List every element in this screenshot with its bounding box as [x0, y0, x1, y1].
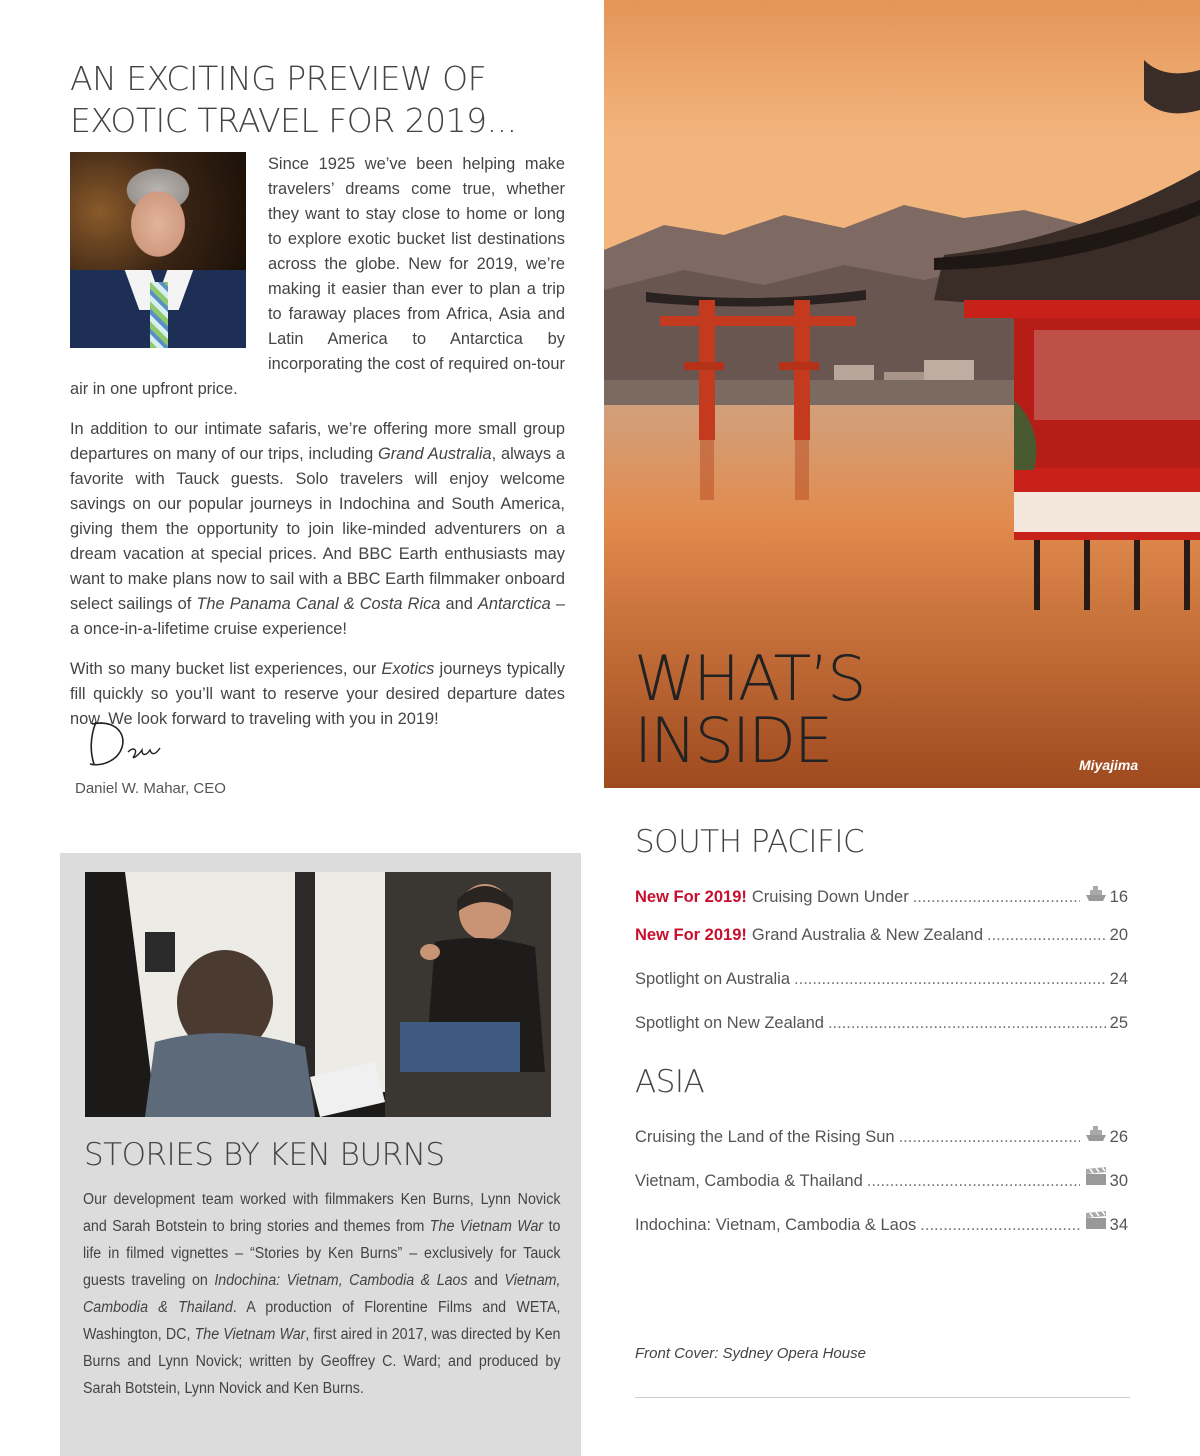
kb-vietnam-war: The Vietnam War — [429, 1218, 544, 1235]
ceo-name: Daniel W. Mahar, CEO — [75, 780, 226, 797]
toc-page: 26 — [1109, 1128, 1128, 1146]
toc-page: 16 — [1109, 888, 1128, 906]
whats-inside-line-2: INSIDE — [634, 704, 832, 777]
toc-label: Indochina: Vietnam, Cambodia & Laos — [635, 1216, 917, 1234]
toc-row[interactable] — [635, 1210, 1128, 1234]
front-cover-credit: Front Cover: Sydney Opera House — [635, 1345, 866, 1362]
kb-text-1: Our development team worked with filmmakers Ken Burns, Lynn Novick and Sarah Botstein to bring stories and themes from — [83, 1191, 561, 1235]
kb-text-5: , first aired in 2017, was directed by Ken Burns and Lynn Novick; written by Geoffrey C. Ward; and produced by Sarah Botstein, Lynn Novick and Ken Burns. — [83, 1326, 561, 1397]
intro-paragraph-1: Since 1925 we’ve been helping make travelers’ dreams come true, whether they want to stay close to home or long to explore exotic bucket list destinations across the globe. New for 2019, we’re making it easier than ever to plan a trip to faraway places from Africa, Asia and Latin America to Antarctica by incorporating the cost of required on-tour air in one upfront price. — [70, 155, 565, 398]
p2-text-b: , always a favorite with Tauck guests. Solo travelers will enjoy welcome savings on our popular journeys in Indochina and South America, giving them the opportunity to join like-minded adventurers on a dream vacation at special prices. And BBC Earth enthusiasts may want to make plans now to sail with a BBC Earth filmmaker onboard select sailings of — [70, 445, 565, 613]
p2-text-a: In addition to our intimate safaris, we’re offering more small group departures on many of our trips, including — [70, 420, 565, 463]
toc-label: Cruising Down Under — [751, 888, 909, 906]
intro-letter — [70, 152, 565, 747]
kb-vietnam-war-2: The Vietnam War — [194, 1326, 306, 1343]
toc-leader-dots — [987, 926, 1106, 945]
p2-text-d: – a once-in-a-lifetime cruise experience! — [70, 595, 565, 638]
kb-text-3: and — [467, 1272, 505, 1289]
p2-grand-australia: Grand Australia — [378, 445, 492, 463]
toc-leader-dots — [794, 970, 1106, 989]
toc-page: 24 — [1109, 970, 1128, 988]
headline-line-2: EXOTIC TRAVEL FOR 2019... — [70, 101, 517, 140]
toc-label: Grand Australia & New Zealand — [751, 926, 983, 944]
toc-row[interactable] — [635, 1122, 1128, 1146]
kb-indochina: Indochina: Vietnam, Cambodia & Laos — [214, 1272, 468, 1289]
kb-vietnam-cambodia-thailand: Vietnam, Cambodia & Thailand — [83, 1272, 561, 1316]
whats-inside-title — [634, 642, 865, 777]
p3-exotics: Exotics — [381, 660, 435, 678]
ceo-signature — [76, 712, 186, 772]
photo-caption: Miyajima — [1079, 757, 1139, 773]
toc-page: 30 — [1109, 1172, 1128, 1190]
film-clapper-icon — [1084, 1210, 1108, 1230]
p2-panama-canal: The Panama Canal & Costa Rica — [196, 595, 441, 613]
intro-paragraph-2 — [70, 417, 565, 642]
intro-headline — [70, 58, 570, 142]
ken-burns-text — [83, 1186, 560, 1402]
new-label: New For 2019! — [635, 926, 747, 944]
kb-text-4: . A production of Florentine Films and WETA, Washington, DC, — [83, 1299, 561, 1343]
toc-label: Spotlight on Australia — [635, 970, 791, 988]
toc-row[interactable] — [635, 1014, 1128, 1038]
toc-row[interactable] — [635, 1166, 1128, 1190]
ceo-portrait-photo — [70, 152, 246, 348]
interview-scene — [85, 872, 551, 1117]
p2-antarctica: Antarctica — [477, 595, 551, 613]
p2-text-c: and — [440, 595, 478, 613]
cruise-ship-icon — [1084, 1122, 1108, 1142]
new-label: New For 2019! — [635, 888, 747, 906]
striped-tie — [150, 282, 168, 348]
cruise-ship-icon — [1084, 882, 1108, 902]
p3-text-b: journeys typically fill quickly so you’ll want to reserve your desired departure dates now. We look forward to traveling with you in 2019! — [70, 660, 566, 728]
toc-leader-dots — [920, 1216, 1079, 1235]
toc-page: 20 — [1109, 926, 1128, 944]
section-title-asia: ASIA — [635, 1064, 705, 1100]
film-clapper-icon — [1084, 1166, 1108, 1186]
toc-page: 25 — [1109, 1014, 1128, 1032]
toc-leader-dots — [867, 1172, 1080, 1191]
p3-text-a: With so many bucket list experiences, our — [70, 660, 382, 678]
toc-row[interactable] — [635, 926, 1128, 950]
toc-leader-dots — [828, 1014, 1106, 1033]
section-title-south-pacific: SOUTH PACIFIC — [635, 824, 865, 860]
whats-inside-line-1: WHAT’S — [634, 642, 865, 715]
bottom-divider — [635, 1397, 1130, 1398]
toc-leader-dots — [913, 888, 1080, 907]
toc-row[interactable] — [635, 970, 1128, 994]
kb-text-2: to life in filmed vignettes – “Stories by Ken Burns” – exclusively for Tauck guests traveling on — [83, 1218, 561, 1289]
toc-leader-dots — [899, 1128, 1080, 1147]
ken-burns-interview-photo — [85, 872, 551, 1117]
toc-page: 34 — [1109, 1216, 1128, 1234]
ken-burns-title: STORIES BY KEN BURNS — [84, 1137, 445, 1173]
headline-line-1: AN EXCITING PREVIEW OF — [70, 59, 487, 98]
toc-row[interactable] — [635, 882, 1128, 906]
toc-label: Spotlight on New Zealand — [635, 1014, 824, 1032]
toc-label: Cruising the Land of the Rising Sun — [635, 1128, 895, 1146]
toc-label: Vietnam, Cambodia & Thailand — [635, 1172, 863, 1190]
